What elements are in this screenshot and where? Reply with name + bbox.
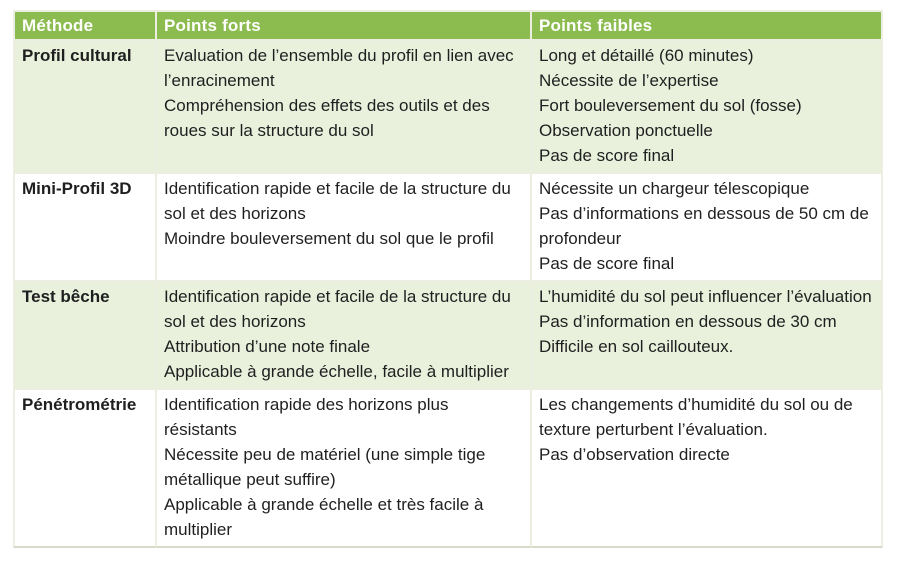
point-line: Nécessite de l’expertise [539, 71, 719, 90]
point-line: Compréhension des effets des outils et des roues sur la structure du sol [164, 96, 490, 140]
weaknesses-cell [532, 282, 883, 390]
table-row [13, 282, 883, 390]
point-line: Pas de score final [539, 146, 675, 165]
point-line: Moindre bouleversement du sol que le profil [164, 229, 494, 248]
table-row [13, 390, 883, 548]
point-line: Pas d’informations en dessous de 50 cm de profondeur [539, 204, 869, 248]
table-header [13, 10, 883, 41]
method-name: Pénétrométrie [13, 390, 157, 548]
column-header-points-forts: Points forts [157, 10, 532, 41]
point-line: Fort bouleversement du sol (fosse) [539, 96, 802, 115]
point-line: Long et détaillé (60 minutes) [539, 46, 754, 65]
strengths-cell [157, 174, 532, 282]
methods-comparison-table [13, 10, 883, 548]
point-line: Identification rapide et facile de la structure du sol et des horizons [164, 287, 511, 331]
table-row [13, 41, 883, 174]
strengths-cell [157, 41, 532, 174]
point-line: Attribution d’une note finale [164, 337, 371, 356]
method-name: Mini-Profil 3D [13, 174, 157, 282]
point-line: Identification rapide et facile de la structure du sol et des horizons [164, 179, 511, 223]
method-name: Test bêche [13, 282, 157, 390]
point-line: Identification rapide des horizons plus résistants [164, 395, 449, 439]
table-body [13, 41, 883, 548]
point-line: Applicable à grande échelle et très facile à multiplier [164, 495, 484, 539]
column-header-points-faibles: Points faibles [532, 10, 883, 41]
point-line: Difficile en sol caillouteux. [539, 337, 734, 356]
strengths-cell [157, 282, 532, 390]
header-row [13, 10, 883, 41]
point-line: Applicable à grande échelle, facile à multiplier [164, 362, 509, 381]
method-name: Profil cultural [13, 41, 157, 174]
column-header-methode: Méthode [13, 10, 157, 41]
weaknesses-cell [532, 174, 883, 282]
point-line: Pas d’observation directe [539, 445, 730, 464]
point-line: Les changements d’humidité du sol ou de texture perturbent l’évaluation. [539, 395, 853, 439]
weaknesses-cell [532, 390, 883, 548]
point-line: Pas de score final [539, 254, 675, 273]
strengths-cell [157, 390, 532, 548]
point-line: Observation ponctuelle [539, 121, 713, 140]
point-line: Evaluation de l’ensemble du profil en lien avec l’enracinement [164, 46, 514, 90]
point-line: Nécessite peu de matériel (une simple tige métallique peut suffire) [164, 445, 486, 489]
point-line: Nécessite un chargeur télescopique [539, 179, 810, 198]
weaknesses-cell [532, 41, 883, 174]
table-row [13, 174, 883, 282]
point-line: L’humidité du sol peut influencer l’évaluation [539, 287, 872, 306]
point-line: Pas d’information en dessous de 30 cm [539, 312, 837, 331]
